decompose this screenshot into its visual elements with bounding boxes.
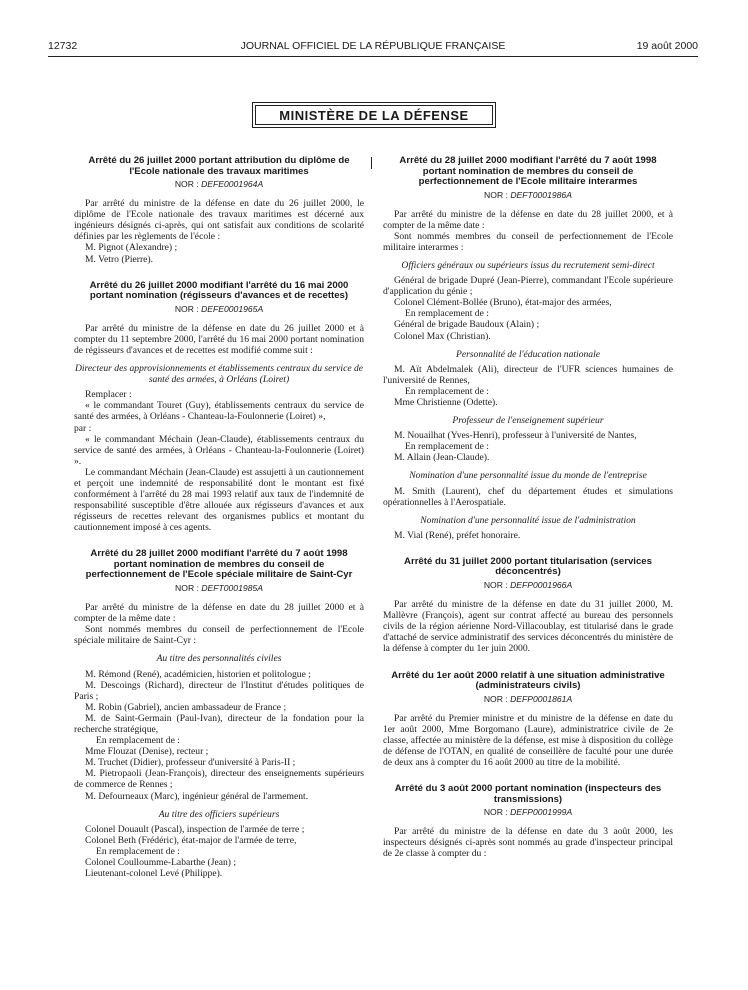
article-title: Arrêté du 28 juillet 2000 modifiant l'arrêté du 7 août 1998 portant nomination de membres du conseil de perfectionnement de l'Ecole spéciale militaire de Saint-Cyr bbox=[85, 548, 353, 581]
section-subheading: Officiers généraux ou supérieurs issus du recrutement semi-direct bbox=[401, 259, 655, 271]
replacement-line: En remplacement de : bbox=[96, 735, 180, 747]
name-line: M. Pignot (Alexandre) ; bbox=[85, 242, 178, 254]
right-column bbox=[383, 156, 673, 859]
nor-code: DEFE0001965A bbox=[201, 303, 264, 314]
nor-code: DEFE0001964A bbox=[201, 179, 264, 189]
member-line: M. Smith (Laurent), chef du département études et simulations opérationnelles à l'Aerospatiale. bbox=[383, 485, 673, 508]
header-rule bbox=[48, 56, 698, 57]
section-subheading: Au titre des personnalités civiles bbox=[156, 653, 282, 665]
article-body: Par arrêté du ministre de la défense en date du 28 juillet 2000 et à compter de la même date : bbox=[74, 602, 364, 625]
quote-line: « le commandant Méchain (Jean-Claude), établissements centraux du service de santé des armées, à Orléans - Chanteau-la-Foulonnerie (Loiret) ». bbox=[74, 433, 364, 467]
article-title: Arrêté du 3 août 2000 portant nomination (inspecteurs des transmissions) bbox=[394, 783, 662, 805]
member-line: Général de brigade Dupré (Jean-Pierre), commandant l'Ecole supérieure d'application du génie ; bbox=[383, 275, 673, 298]
replacement-line: En remplacement de : bbox=[96, 845, 180, 857]
nor-code: DEFT0001986A bbox=[510, 189, 572, 200]
article-body: Par arrêté du ministre de la défense en date du 26 juillet 2000 et à compter du 11 septembre 2000, l'arrêté du 16 mai 2000 portant nomination de régisseurs d'avances et de recettes est modifié comme suit : bbox=[74, 322, 364, 356]
member-line: M. Defourneaux (Marc), ingénieur général de l'armement. bbox=[85, 790, 309, 802]
nor-code: DEFT0001985A bbox=[201, 582, 263, 593]
nor-code: DEFP0001999A bbox=[510, 807, 573, 818]
article-body: Par arrêté du ministre de la défense en date du 26 juillet 2000, le diplôme de l'Ecole nationale des travaux maritimes est décerné aux ingénieurs désignés ci-après, qui ont satisfait aux conditions de scolarité définies par les règlements de l'école : bbox=[74, 198, 364, 243]
nor-code: DEFP0001861A bbox=[510, 693, 573, 704]
member-line: M. Allain (Jean-Claude). bbox=[394, 452, 490, 464]
member-line: M. Descoings (Richard), directeur de l'Institut d'études politiques de Paris ; bbox=[74, 679, 364, 702]
article-title: Arrêté du 28 juillet 2000 modifiant l'arrêté du 7 août 1998 portant nomination de membres du conseil de perfectionnement de l'Ecole militaire interarmes bbox=[399, 155, 657, 187]
member-line: Colonel Douault (Pascal), inspection de l'armée de terre ; bbox=[85, 823, 305, 835]
article-body: Sont nommés membres du conseil de perfectionnement de l'Ecole spéciale militaire de Saint-Cyr : bbox=[74, 624, 364, 647]
member-line: M. Robin (Gabriel), ancien ambassadeur de France ; bbox=[85, 701, 287, 713]
section-subheading: Directeur des approvisionnements et établissements centraux du service de santé des armées, à Orléans (Loiret) bbox=[74, 363, 364, 386]
member-line: Colonel Beth (Frédéric), état-major de l'armée de terre, bbox=[85, 834, 297, 846]
section-subheading: Nomination d'une personnalité issue de l'administration bbox=[420, 514, 636, 526]
member-line: M. Rémond (René), académicien, historien et politologue ; bbox=[85, 668, 311, 680]
nor-line: NOR : DEFP0001999A bbox=[483, 807, 573, 818]
article-title: Arrêté du 26 juillet 2000 portant attribution du diplôme de l'Ecole nationale des travaux maritimes bbox=[88, 155, 350, 177]
issue-date: 19 août 2000 bbox=[636, 40, 698, 52]
section-subheading: Professeur de l'enseignement supérieur bbox=[452, 415, 604, 427]
left-column bbox=[74, 156, 364, 879]
body-line: Remplacer : bbox=[85, 389, 132, 401]
member-line: Colonel Coulloumme-Labarthe (Jean) ; bbox=[85, 857, 237, 868]
member-line: M. de Saint-Germain (Paul-Ivan), directeur de la fondation pour la recherche stratégique, bbox=[74, 712, 364, 735]
article-title: Arrêté du 26 juillet 2000 modifiant l'arrêté du 16 mai 2000 portant nomination (régisseurs d'avances et de recettes) bbox=[89, 279, 349, 302]
nor-line: NOR : DEFE0001964A bbox=[174, 179, 264, 189]
quote-line: « le commandant Touret (Guy), établissements centraux du service de santé des armées, à Orléans - Chanteau-la-Foulonnerie (Loiret) », bbox=[74, 400, 364, 423]
member-line: M. Pietropaoli (Jean-François), directeur des enseignements supérieurs de commerce de Rennes ; bbox=[74, 768, 364, 791]
page-number: 12732 bbox=[48, 40, 78, 52]
member-line: M. Aït Abdelmalek (Ali), directeur de l'UFR sciences humaines de l'université de Rennes, bbox=[383, 363, 673, 386]
member-line: Colonel Max (Christian). bbox=[394, 330, 491, 342]
nor-line: NOR : DEFT0001985A bbox=[175, 582, 263, 593]
nor-line: NOR : DEFP0001861A bbox=[483, 693, 573, 704]
article-title: Arrêté du 31 juillet 2000 portant titularisation (services déconcentrés) bbox=[404, 555, 652, 578]
article-body: Sont nommés membres du conseil de perfectionnement de l'Ecole militaire interarmes : bbox=[383, 230, 673, 253]
member-line: Colonel Clément-Bollée (Bruno), état-major des armées, bbox=[394, 297, 612, 309]
article-body: Par arrêté du Premier ministre et du ministre de la défense en date du 1er août 2000, Mme Borgomano (Laure), administratrice civile de 2e classe, affectée au ministère de la défense, est mise à disposition du collège de défense de l'OTAN, en qualité de conseillère de faculté pour une durée de deux ans à compter du 16 août 2000 au titre de la mobilité. bbox=[383, 712, 673, 768]
member-line: Mme Christienne (Odette). bbox=[394, 397, 498, 408]
member-line: Mme Flouzat (Denise), recteur ; bbox=[85, 746, 209, 758]
nor-line: NOR : DEFE0001965A bbox=[174, 303, 264, 314]
journal-title: JOURNAL OFFICIEL DE LA RÉPUBLIQUE FRANÇAISE bbox=[240, 40, 506, 52]
nor-code: DEFP0001966A bbox=[510, 579, 573, 590]
section-subheading: Nomination d'une personnalité issue du monde de l'entreprise bbox=[409, 470, 647, 482]
member-line: M. Vial (René), préfet honoraire. bbox=[394, 529, 521, 541]
article-body: Par arrêté du ministre de la défense en date du 31 juillet 2000, M. Mallèvre (François), agent sur contrat affecté au bureau des personnels civils de la région aérienne Nord-Villacoublay, est titularisé dans le grade d'attaché de service administratif des services déconcentrés du ministère de la défense à compter du 1er juin 2000. bbox=[383, 599, 673, 655]
replacement-line: En remplacement de : bbox=[405, 308, 489, 320]
section-subheading: Au titre des officiers supérieurs bbox=[158, 808, 280, 820]
member-line: M. Nouailhat (Yves-Henri), professeur à l'université de Nantes, bbox=[394, 430, 637, 442]
name-line: M. Vetro (Pierre). bbox=[85, 253, 154, 265]
member-line: Général de brigade Baudoux (Alain) ; bbox=[394, 319, 540, 331]
ministry-title: MINISTÈRE DE LA DÉFENSE bbox=[255, 105, 493, 125]
column-marker bbox=[371, 157, 372, 169]
article-body: Le commandant Méchain (Jean-Claude) est assujetti à un cautionnement et perçoit une indemnité de responsabilité dont le montant est fixé conformément à l'arrêté du 28 mai 1993 relatif aux taux de l'indemnité de responsabilité susceptible d'être allouée aux régisseurs d'avances et aux régisseurs de recettes relevant des organismes publics et montant du cautionnement imposé à ces agents. bbox=[74, 466, 364, 534]
ministry-box bbox=[252, 102, 496, 128]
article-title: Arrêté du 1er août 2000 relatif à une situation administrative (administrateurs civils) bbox=[391, 669, 665, 691]
member-line: Lieutenant-colonel Levé (Philippe). bbox=[85, 868, 223, 880]
section-subheading: Personnalité de l'éducation nationale bbox=[455, 348, 601, 360]
article-body: Par arrêté du ministre de la défense en date du 3 août 2000, les inspecteurs désignés ci-après sont nommés au grade d'inspecteur principal de 2e classe à compter du : bbox=[383, 826, 673, 860]
page-header bbox=[48, 40, 698, 54]
nor-line: NOR : DEFP0001966A bbox=[483, 579, 573, 590]
body-line: par : bbox=[74, 422, 92, 434]
replacement-line: En remplacement de : bbox=[405, 441, 489, 453]
replacement-line: En remplacement de : bbox=[405, 385, 489, 397]
member-line: M. Truchet (Didier), professeur d'université à Paris-II ; bbox=[85, 757, 296, 769]
article-body: Par arrêté du ministre de la défense en date du 28 juillet 2000, et à compter de la même date : bbox=[383, 208, 673, 231]
nor-line: NOR : DEFT0001986A bbox=[484, 189, 572, 200]
